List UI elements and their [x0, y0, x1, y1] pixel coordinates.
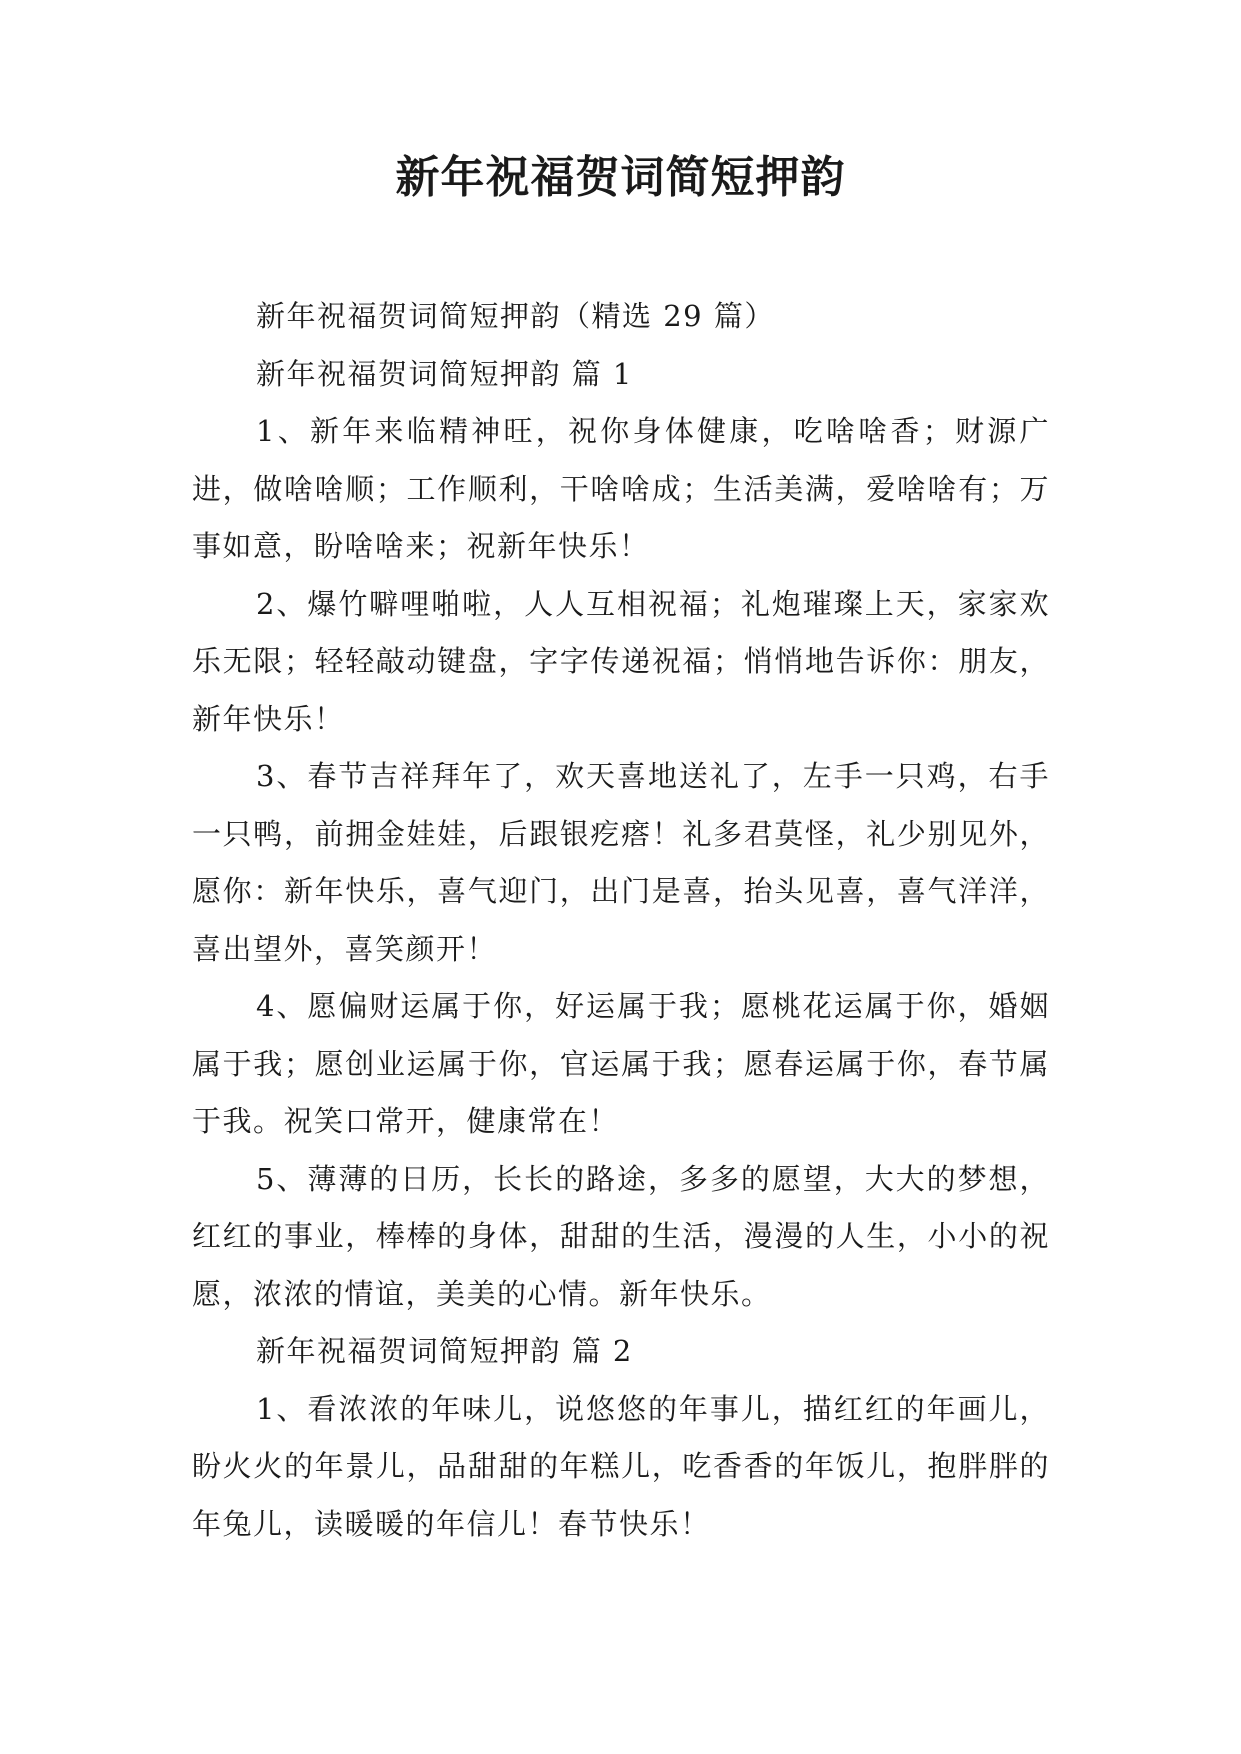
- section-heading: 新年祝福贺词简短押韵 篇 1: [256, 356, 633, 391]
- blessing-paragraph: 1、看浓浓的年味儿，说悠悠的年事儿，描红红的年画儿，盼火火的年景儿，品甜甜的年糕儿，吃香香的年饭儿，抱胖胖的年兔儿，读暖暖的年信儿！春节快乐！: [192, 1391, 1050, 1541]
- blessing-paragraph: 4、愿偏财运属于你，好运属于我；愿桃花运属于你，婚姻属于我；愿创业运属于你，官运属于我；愿春运属于你，春节属于我。祝笑口常开，健康常在！: [192, 989, 1050, 1138]
- blessing-paragraph: 2、爆竹噼哩啪啦，人人互相祝福；礼炮璀璨上天，家家欢乐无限；轻轻敲动键盘，字字传递祝福；悄悄地告诉你：朋友，新年快乐！: [192, 586, 1050, 736]
- blessing-paragraph: 5、薄薄的日历，长长的路途，多多的愿望，大大的梦想，红红的事业，棒棒的身体，甜甜的生活，漫漫的人生，小小的祝愿，浓浓的情谊，美美的心情。新年快乐。: [192, 1161, 1050, 1311]
- document-subtitle: 新年祝福贺词简短押韵（精选 29 篇）: [256, 299, 775, 333]
- section-heading: 新年祝福贺词简短押韵 篇 2: [256, 1334, 633, 1368]
- document-title: 新年祝福贺词简短押韵: [395, 152, 846, 203]
- blessing-paragraph: 3、春节吉祥拜年了，欢天喜地送礼了，左手一只鸡，右手一只鸭，前拥金娃娃，后跟银疙瘩！礼多君莫怪，礼少别见外，愿你：新年快乐，喜气迎门，出门是喜，抬头见喜，喜气洋洋，喜出望外，喜笑颜开！: [192, 759, 1050, 966]
- document-body: [192, 288, 1050, 1553]
- blessing-paragraph: 1、新年来临精神旺，祝你身体健康，吃啥啥香；财源广进，做啥啥顺；工作顺利，干啥啥成；生活美满，爱啥啥有；万事如意，盼啥啥来；祝新年快乐！: [192, 414, 1050, 563]
